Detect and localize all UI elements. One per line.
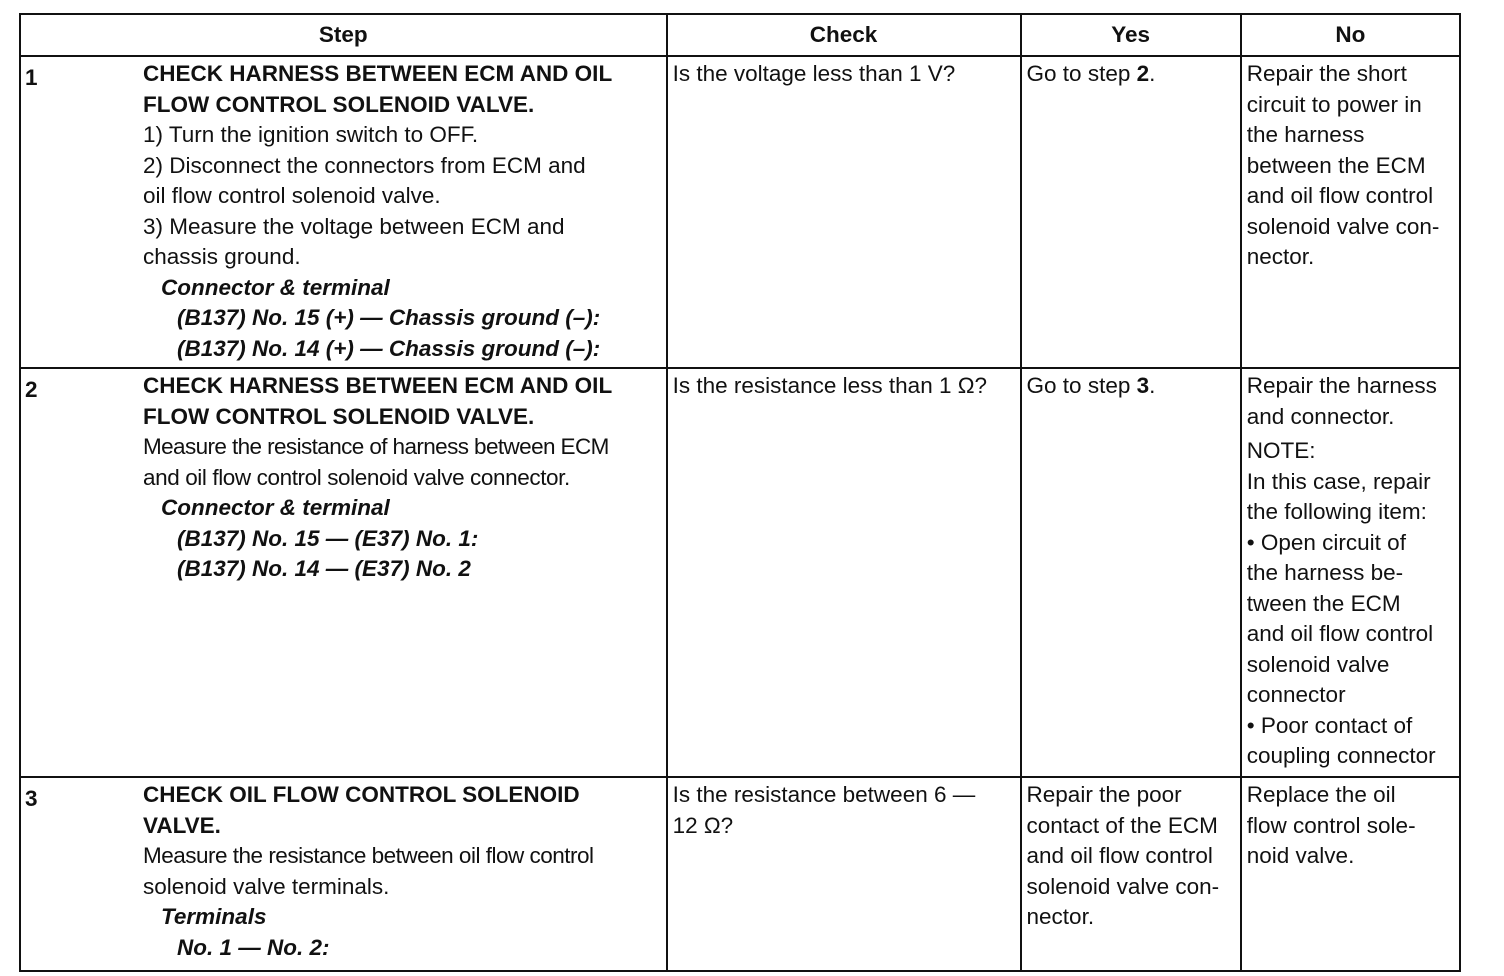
yes-text: Repair the poor	[1026, 782, 1182, 807]
no-text: nector.	[1246, 244, 1315, 269]
step-number: 3	[25, 786, 38, 811]
spec-line: No. 1 — No. 2:	[177, 934, 330, 960]
step-instruction: and oil flow control solenoid valve connector.	[143, 464, 570, 490]
yes-prefix: Go to step	[1026, 373, 1137, 398]
yes-cell	[1021, 777, 1241, 971]
no-text: between the ECM	[1246, 152, 1426, 178]
note-text: coupling connector	[1246, 743, 1436, 768]
note-text: solenoid valve	[1246, 651, 1390, 677]
note-text: tween the ECM	[1246, 590, 1401, 616]
diagnostic-table	[19, 13, 1461, 972]
step-title: CHECK HARNESS BETWEEN ECM AND OIL	[143, 61, 613, 86]
no-text: circuit to power in	[1246, 91, 1422, 117]
note-bullet: • Poor contact of	[1246, 712, 1413, 738]
no-text: solenoid valve con-	[1246, 213, 1440, 239]
spec-line: (B137) No. 14 (+) — Chassis ground (–):	[177, 335, 601, 361]
check-text: Is the voltage less than 1 V?	[672, 61, 956, 86]
step-title: FLOW CONTROL SOLENOID VALVE.	[143, 403, 535, 429]
header-no: No	[1241, 14, 1460, 56]
yes-suffix: .	[1149, 61, 1156, 86]
note-text: the following item:	[1246, 499, 1427, 524]
check-cell	[667, 368, 1021, 777]
spec-label: Connector & terminal	[161, 274, 390, 300]
yes-text: and oil flow control	[1026, 843, 1213, 868]
step-instruction: 1) Turn the ignition switch to OFF.	[143, 122, 479, 147]
step-title: FLOW CONTROL SOLENOID VALVE.	[143, 91, 535, 117]
yes-text: solenoid valve con-	[1026, 873, 1220, 899]
step-instruction: 3) Measure the voltage between ECM and	[143, 213, 565, 239]
yes-cell	[1021, 368, 1241, 777]
check-text: 12 Ω?	[672, 812, 734, 838]
no-text: and connector.	[1246, 403, 1395, 429]
yes-suffix: .	[1149, 373, 1156, 398]
yes-prefix: Go to step	[1026, 61, 1137, 86]
yes-text	[1027, 371, 1236, 402]
yes-step-ref: 2	[1136, 61, 1150, 86]
check-text: Is the resistance less than 1 Ω?	[672, 373, 988, 398]
step-instruction: chassis ground.	[143, 244, 301, 269]
yes-cell	[1021, 56, 1241, 368]
header-row	[20, 14, 1460, 56]
step-title: CHECK OIL FLOW CONTROL SOLENOID	[143, 782, 580, 807]
note-text: In this case, repair	[1246, 468, 1431, 494]
check-cell	[667, 56, 1021, 368]
note-text: connector	[1246, 682, 1346, 707]
step-instruction: solenoid valve terminals.	[143, 873, 390, 899]
step-title: CHECK HARNESS BETWEEN ECM AND OIL	[143, 373, 613, 398]
step-number: 2	[25, 377, 38, 402]
table-row	[20, 777, 1460, 971]
yes-step-ref: 3	[1136, 373, 1150, 398]
no-text: flow control sole-	[1246, 812, 1416, 838]
check-cell	[667, 777, 1021, 971]
spec-label: Terminals	[161, 904, 267, 929]
step-cell	[20, 56, 667, 368]
note-bullet: • Open circuit of	[1246, 529, 1406, 555]
no-text: Repair the harness	[1246, 373, 1437, 398]
step-cell	[20, 368, 667, 777]
yes-text: contact of the ECM	[1026, 812, 1218, 838]
no-text: and oil flow control	[1246, 183, 1434, 208]
note-text: and oil flow control	[1246, 621, 1434, 646]
spec-line: (B137) No. 15 — (E37) No. 1:	[177, 525, 479, 551]
step-instruction: Measure the resistance between oil flow control	[143, 843, 594, 868]
step-instruction: Measure the resistance of harness between ECM	[143, 434, 609, 459]
step-instruction: 2) Disconnect the connectors from ECM and	[143, 152, 586, 178]
no-text: the harness	[1246, 122, 1365, 147]
header-check: Check	[667, 14, 1021, 56]
header-step: Step	[20, 14, 667, 56]
table-row	[20, 368, 1460, 777]
step-instruction: oil flow control solenoid valve.	[143, 183, 441, 208]
table-row	[20, 56, 1460, 368]
yes-text: nector.	[1026, 904, 1095, 929]
header-yes: Yes	[1021, 14, 1241, 56]
no-text: Replace the oil	[1246, 782, 1396, 807]
no-text: noid valve.	[1246, 843, 1355, 868]
no-text: Repair the short	[1246, 61, 1407, 86]
check-text: Is the resistance between 6 —	[672, 782, 976, 807]
note-label: NOTE:	[1246, 438, 1316, 463]
spec-line: (B137) No. 14 — (E37) No. 2	[177, 556, 471, 581]
step-title: VALVE.	[143, 812, 221, 838]
step-cell	[20, 777, 667, 971]
no-cell	[1241, 56, 1460, 368]
no-cell	[1241, 777, 1460, 971]
no-cell	[1241, 368, 1460, 777]
note-text: the harness be-	[1246, 560, 1404, 585]
spec-line: (B137) No. 15 (+) — Chassis ground (–):	[177, 305, 601, 330]
spec-label: Connector & terminal	[161, 495, 390, 520]
step-number: 1	[25, 65, 38, 90]
yes-text	[1027, 59, 1236, 90]
